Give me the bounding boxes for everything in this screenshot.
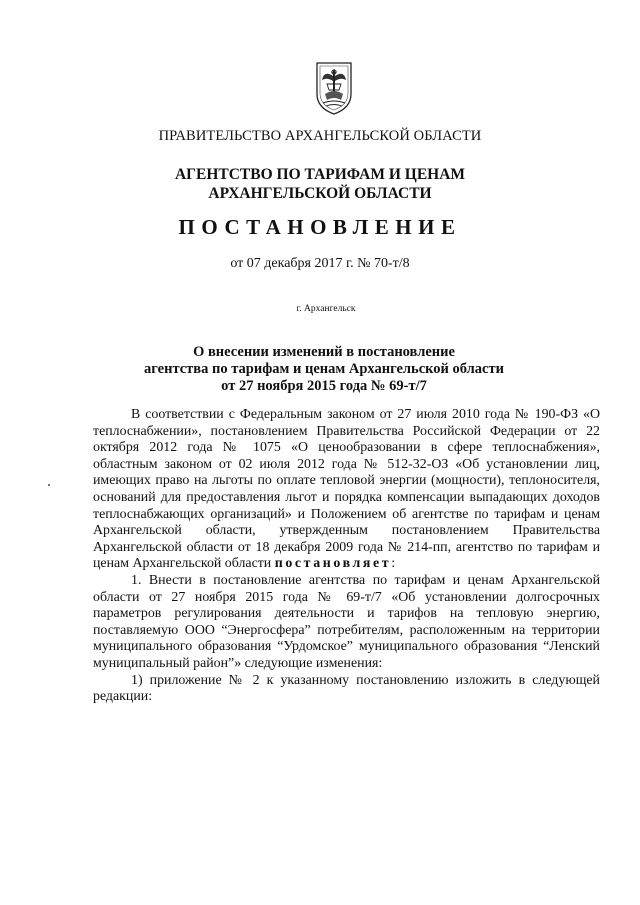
- preamble-text: В соответствии с Федеральным законом от 27 июля 2010 года № 190-ФЗ «О теплоснабжении», постановлением Правительства Российской Федерации от 22 октября 2012 года № 1075 «О ценообразовании в сфере теплоснабжения», областным законом от 02 июля 2012 года № 512-32-ОЗ «Об установлении лиц, имеющих право на льготы по оплате тепловой энергии (мощности), теплоносителя, оснований для предоставления льгот и порядка компенсации выпадающих доходов теплоснабжающих организаций» и Положением об агентстве по тарифам и ценам Архангельской области, утвержденным постановлением Правительства Архангельской области от 18 декабря 2009 года № 214-пп, агентство по тарифам и ценам Архангельской области: [93, 407, 600, 572]
- margin-mark: [48, 484, 50, 486]
- document-body: [93, 407, 600, 706]
- subject-line-1: О внесении изменений в постановление: [193, 344, 455, 360]
- document-date-number: от 07 декабря 2017 г. № 70-т/8: [230, 256, 410, 271]
- subject-line-2: агентства по тарифам и ценам Архангельской области: [144, 361, 504, 377]
- document-city: г. Архангельск: [296, 304, 356, 314]
- coat-of-arms-icon: [314, 60, 354, 116]
- government-name: ПРАВИТЕЛЬСТВО АРХАНГЕЛЬСКОЙ ОБЛАСТИ: [158, 128, 482, 144]
- preamble-paragraph: [93, 407, 600, 573]
- agency-name-line-2: АРХАНГЕЛЬСКОЙ ОБЛАСТИ: [208, 185, 432, 202]
- subject-line-3: от 27 ноября 2015 года № 69-т/7: [221, 378, 427, 394]
- document-subject: [4, 344, 640, 395]
- agency-name-line-1: АГЕНТСТВО ПО ТАРИФАМ И ЦЕНАМ: [174, 166, 466, 183]
- item-1-paragraph: 1. Внести в постановление агентства по тарифам и ценам Архангельской области от 27 ноября 2015 года № 69-т/7 «Об установлении долгосрочных параметров регулирования деятельности и тарифов на тепловую энергию, поставляемую ООО “Энергосфера” потребителям, расположенным на территории муниципального образования “Урдомское” муниципального образования “Ленский муниципальный район”» следующие изменения:: [93, 572, 600, 671]
- agency-name: [0, 165, 640, 203]
- document-type: ПОСТАНОВЛЕНИЕ: [178, 215, 462, 239]
- item-1-1-paragraph: 1) приложение № 2 к указанному постановлению изложить в следующей редакции:: [93, 672, 600, 705]
- decree-colon: :: [391, 556, 396, 572]
- decree-word: постановляет: [274, 556, 392, 572]
